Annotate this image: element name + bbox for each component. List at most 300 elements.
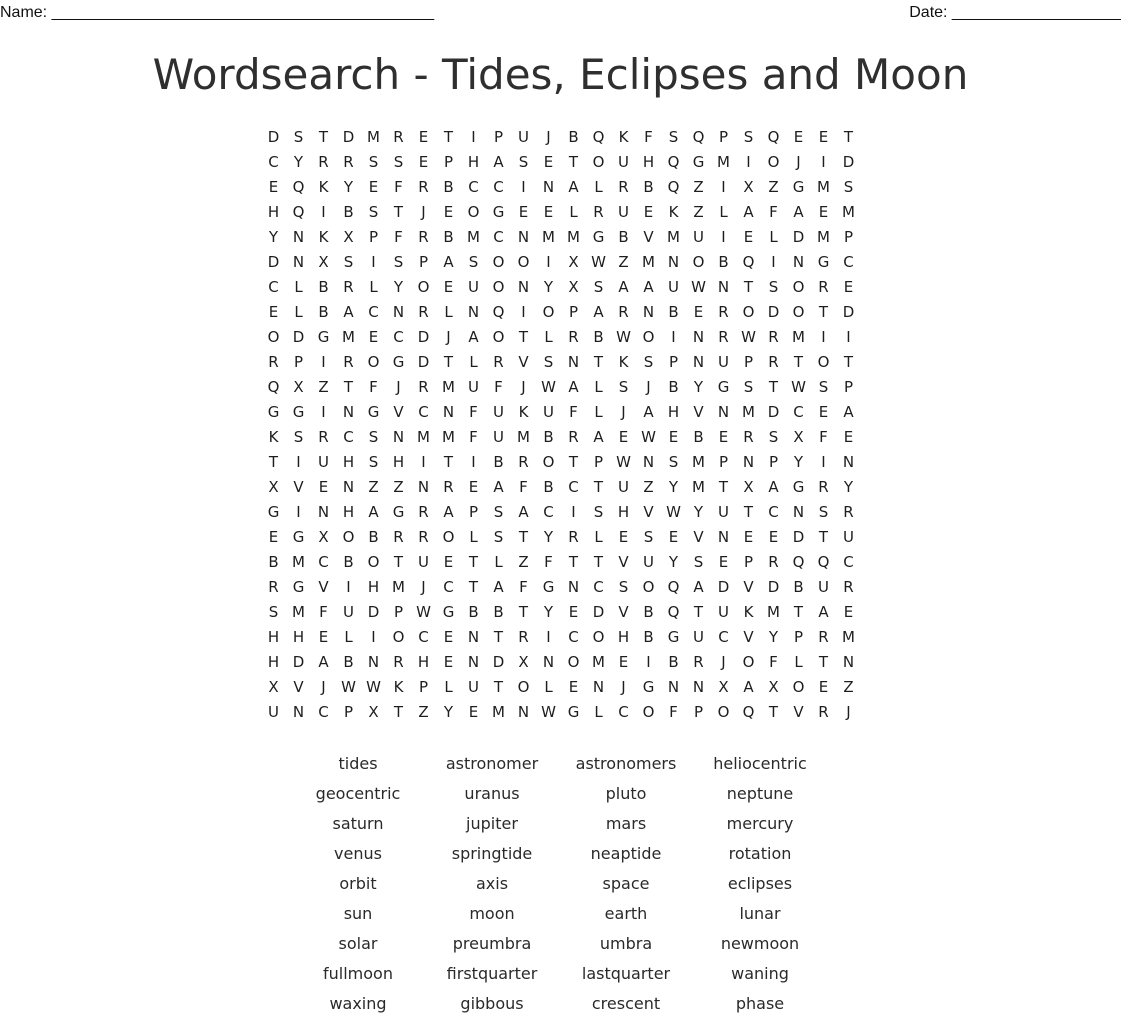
grid-letter: I [771,253,776,271]
grid-letter: Y [543,603,554,621]
grid-letter: T [568,153,579,171]
grid-letter: F [394,178,403,196]
grid-letter: U [818,578,829,596]
grid-letter: T [593,553,604,571]
grid-letter: E [543,153,554,171]
grid-letter: W [666,503,681,521]
grid-letter: R [418,178,429,196]
grid-letter: R [843,578,854,596]
word-bank-row [291,750,827,780]
grid-letter: W [641,428,656,446]
word-bank-item: lastquarter [581,964,671,983]
grid-letter: C [268,153,279,171]
grid-letter: L [594,528,603,546]
grid-letter: T [768,378,779,396]
grid-letter: L [469,353,478,371]
grid-letter: M [692,453,705,471]
grid-letter: N [842,653,855,671]
grid-letter: Z [393,478,404,496]
grid-letter: L [594,703,603,721]
grid-row [261,250,861,275]
grid-letter: U [693,628,704,646]
grid-letter: N [642,453,655,471]
grid-letter: B [793,578,804,596]
grid-letter: N [467,303,480,321]
grid-letter: K [618,353,629,371]
grid-letter: M [842,628,855,646]
grid-letter: V [793,703,804,721]
grid-letter: E [418,153,429,171]
grid-letter: F [669,703,678,721]
grid-letter: U [718,603,729,621]
grid-letter: E [818,678,829,696]
grid-letter: J [521,378,526,396]
grid-letter: R [718,328,729,346]
grid-letter: N [792,503,805,521]
grid-letter: B [618,228,629,246]
grid-letter: X [768,678,779,696]
grid-letter: R [268,353,279,371]
grid-letter: V [643,503,654,521]
grid-letter: C [268,278,279,296]
grid-letter: B [643,603,654,621]
grid-letter: U [468,278,479,296]
grid-letter: C [618,703,629,721]
grid-letter: B [368,528,379,546]
grid-letter: S [493,528,504,546]
grid-letter: B [443,178,454,196]
grid-letter: D [267,253,280,271]
grid-letter: V [318,578,329,596]
grid-letter: R [818,703,829,721]
word-bank-item: pluto [605,784,647,803]
grid-letter: C [318,703,329,721]
grid-letter: Q [267,378,280,396]
grid-letter: M [842,203,855,221]
grid-letter: Q [592,128,605,146]
page-title: Wordsearch - Tides, Eclipses and Moon [152,50,969,99]
grid-letter: Q [292,203,305,221]
grid-letter: T [443,453,454,471]
grid-letter: E [443,653,454,671]
grid-row [261,350,861,375]
grid-letter: Y [768,628,779,646]
grid-letter: Y [668,478,679,496]
grid-letter: Z [643,478,654,496]
grid-letter: S [593,278,604,296]
grid-letter: P [368,228,379,246]
grid-letter: N [417,478,430,496]
grid-letter: C [443,578,454,596]
grid-letter: R [268,578,279,596]
grid-letter: E [793,128,804,146]
grid-letter: S [743,378,754,396]
grid-letter: B [693,428,704,446]
grid-letter: S [393,253,404,271]
grid-letter: B [493,453,504,471]
grid-letter: N [792,253,805,271]
grid-letter: G [792,478,805,496]
grid-letter: P [293,353,304,371]
grid-letter: E [743,228,754,246]
grid-letter: I [321,203,326,221]
grid-letter: D [767,578,780,596]
grid-row [261,450,861,475]
grid-letter: J [321,678,326,696]
grid-letter: Y [793,453,804,471]
grid-letter: R [418,303,429,321]
grid-letter: S [343,253,354,271]
grid-letter: T [568,553,579,571]
grid-letter: R [618,303,629,321]
grid-letter: M [567,228,580,246]
grid-letter: P [418,678,429,696]
grid-letter: D [417,328,430,346]
grid-letter: W [416,603,431,621]
grid-letter: B [318,278,329,296]
grid-letter: L [369,278,378,296]
grid-letter: V [618,603,629,621]
grid-letter: M [442,428,455,446]
date-field: Date: ___________________ [909,4,1121,21]
grid-letter: G [567,703,580,721]
grid-letter: N [692,678,705,696]
grid-letter: T [818,653,829,671]
grid-letter: R [418,528,429,546]
grid-letter: C [768,503,779,521]
grid-letter: J [446,328,451,346]
grid-letter: D [417,353,430,371]
grid-letter: E [543,203,554,221]
grid-letter: N [667,253,680,271]
grid-letter: N [567,578,580,596]
grid-letter: R [343,353,354,371]
grid-letter: Z [693,178,704,196]
grid-letter: K [393,678,404,696]
grid-letter: E [818,203,829,221]
grid-letter: N [442,403,455,421]
grid-letter: V [393,403,404,421]
grid-letter: U [318,453,329,471]
grid-letter: B [443,228,454,246]
grid-letter: O [717,703,730,721]
grid-letter: A [568,378,579,396]
grid-letter: I [296,453,301,471]
grid-letter: T [493,678,504,696]
grid-letter: O [392,628,405,646]
grid-letter: N [292,703,305,721]
grid-letter: N [392,428,405,446]
grid-letter: E [668,428,679,446]
grid-letter: J [721,653,726,671]
grid-letter: M [542,228,555,246]
word-bank-item: rotation [728,844,792,863]
grid-letter: L [444,303,453,321]
grid-letter: P [843,378,854,396]
grid-letter: N [517,228,530,246]
grid-letter: R [743,428,754,446]
grid-letter: S [518,153,529,171]
grid-letter: I [546,253,551,271]
grid-letter: H [642,153,655,171]
grid-letter: O [642,328,655,346]
grid-letter: F [469,403,478,421]
word-bank-row [291,960,827,990]
grid-letter: U [718,503,729,521]
grid-letter: G [817,253,830,271]
grid-letter: V [693,528,704,546]
grid-letter: W [341,678,356,696]
grid-letter: L [294,303,303,321]
grid-letter: V [743,628,754,646]
grid-letter: R [343,278,354,296]
grid-letter: R [768,353,779,371]
word-bank-item: umbra [599,934,653,953]
grid-letter: A [593,303,604,321]
grid-letter: I [746,153,751,171]
grid-letter: T [518,528,529,546]
grid-letter: L [769,228,778,246]
grid-letter: P [743,553,754,571]
grid-letter: E [693,303,704,321]
grid-letter: C [468,178,479,196]
grid-letter: C [318,553,329,571]
grid-letter: E [468,703,479,721]
grid-letter: J [421,203,426,221]
grid-letter: G [267,503,280,521]
grid-letter: H [267,203,280,221]
grid-letter: O [342,528,355,546]
grid-letter: O [492,278,505,296]
grid-letter: A [768,478,779,496]
name-field: Name: ___________________________________________ [0,4,435,21]
grid-letter: S [493,503,504,521]
grid-letter: M [442,378,455,396]
grid-letter: P [443,153,454,171]
grid-letter: M [342,328,355,346]
grid-letter: X [368,703,379,721]
grid-letter: E [768,528,779,546]
grid-letter: N [392,303,405,321]
grid-letter: Z [843,678,854,696]
grid-letter: T [518,603,529,621]
grid-letter: N [567,353,580,371]
grid-letter: H [617,628,630,646]
grid-letter: G [442,603,455,621]
grid-letter: L [544,678,553,696]
grid-letter: O [442,528,455,546]
grid-letter: X [318,528,329,546]
grid-letter: O [467,203,480,221]
grid-letter: O [367,353,380,371]
grid-letter: Y [543,278,554,296]
letter-grid [261,125,861,725]
grid-letter: T [268,453,279,471]
grid-letter: B [668,653,679,671]
grid-letter: S [668,453,679,471]
word-bank-item: orbit [339,874,377,893]
grid-letter: S [643,353,654,371]
grid-letter: N [692,353,705,371]
word-bank-item: lunar [739,904,781,923]
grid-letter: G [717,378,730,396]
grid-row [261,675,861,700]
grid-letter: M [817,228,830,246]
grid-letter: T [393,703,404,721]
grid-letter: O [267,328,280,346]
word-bank-item: gibbous [460,994,524,1013]
grid-letter: M [292,603,305,621]
grid-letter: E [318,478,329,496]
grid-letter: M [792,328,805,346]
word-bank-item: axis [475,874,509,893]
grid-letter: K [268,428,279,446]
grid-letter: T [818,528,829,546]
grid-letter: M [817,178,830,196]
grid-letter: G [292,578,305,596]
grid-letter: P [768,453,779,471]
grid-letter: J [421,578,426,596]
grid-letter: J [546,128,551,146]
grid-letter: T [743,278,754,296]
grid-letter: I [521,178,526,196]
grid-letter: Q [742,253,755,271]
grid-letter: E [318,628,329,646]
grid-letter: U [343,603,354,621]
grid-letter: E [843,603,854,621]
grid-letter: G [267,403,280,421]
grid-letter: U [843,528,854,546]
grid-letter: Z [418,703,429,721]
grid-letter: S [643,528,654,546]
grid-letter: P [693,703,704,721]
grid-letter: B [718,253,729,271]
grid-letter: O [642,578,655,596]
grid-row [261,625,861,650]
grid-letter: G [667,628,680,646]
word-bank-item: venus [334,844,382,863]
grid-letter: X [318,253,329,271]
grid-letter: E [568,678,579,696]
grid-letter: H [342,453,355,471]
grid-letter: R [418,378,429,396]
grid-letter: U [618,478,629,496]
grid-letter: T [768,703,779,721]
grid-letter: A [618,278,629,296]
grid-letter: H [292,628,305,646]
grid-letter: I [346,578,351,596]
word-bank-item: mercury [726,814,794,833]
grid-letter: A [593,428,604,446]
grid-letter: H [392,453,405,471]
grid-letter: N [342,478,355,496]
grid-letter: A [468,328,479,346]
grid-letter: T [443,353,454,371]
grid-letter: B [343,553,354,571]
grid-letter: U [493,428,504,446]
grid-letter: N [742,453,755,471]
grid-letter: D [792,228,805,246]
grid-letter: F [819,428,828,446]
grid-letter: I [521,303,526,321]
grid-letter: M [467,228,480,246]
grid-letter: T [793,603,804,621]
grid-letter: O [542,453,555,471]
grid-letter: N [342,403,355,421]
grid-letter: Q [667,603,680,621]
grid-letter: M [417,428,430,446]
grid-letter: M [667,228,680,246]
word-bank-row [291,840,827,870]
grid-letter: M [367,128,380,146]
grid-letter: Y [693,378,704,396]
grid-letter: Q [692,128,705,146]
grid-letter: N [317,503,330,521]
grid-letter: I [371,253,376,271]
grid-letter: E [718,428,729,446]
grid-letter: R [343,153,354,171]
grid-letter: S [593,503,604,521]
grid-letter: S [268,603,279,621]
grid-letter: R [418,503,429,521]
grid-letter: N [467,653,480,671]
grid-letter: W [591,253,606,271]
grid-letter: O [417,278,430,296]
grid-letter: I [571,503,576,521]
word-bank-item: preumbra [452,934,532,953]
grid-letter: I [821,153,826,171]
grid-letter: F [494,378,503,396]
grid-letter: D [842,153,855,171]
grid-letter: U [468,678,479,696]
word-bank-item: geocentric [315,784,401,803]
grid-row [261,125,861,150]
grid-letter: V [743,578,754,596]
grid-letter: A [443,253,454,271]
grid-letter: E [818,403,829,421]
grid-letter: U [668,278,679,296]
grid-letter: A [493,578,504,596]
grid-letter: P [793,628,804,646]
grid-letter: N [717,528,730,546]
grid-letter: E [618,528,629,546]
grid-letter: T [818,303,829,321]
grid-letter: K [318,178,329,196]
grid-letter: S [468,253,479,271]
grid-letter: L [444,678,453,696]
grid-letter: D [792,528,805,546]
grid-letter: C [543,503,554,521]
grid-letter: C [418,403,429,421]
grid-letter: E [618,428,629,446]
grid-letter: Q [292,178,305,196]
grid-letter: I [296,503,301,521]
grid-letter: N [542,653,555,671]
grid-letter: X [718,678,729,696]
grid-letter: D [342,128,355,146]
grid-letter: T [843,128,854,146]
grid-letter: D [592,603,605,621]
grid-letter: H [342,503,355,521]
grid-letter: T [693,603,704,621]
grid-letter: O [542,303,555,321]
grid-letter: J [621,403,626,421]
grid-letter: N [717,403,730,421]
grid-letter: J [796,153,801,171]
grid-letter: T [743,503,754,521]
grid-letter: S [768,428,779,446]
grid-letter: S [818,378,829,396]
